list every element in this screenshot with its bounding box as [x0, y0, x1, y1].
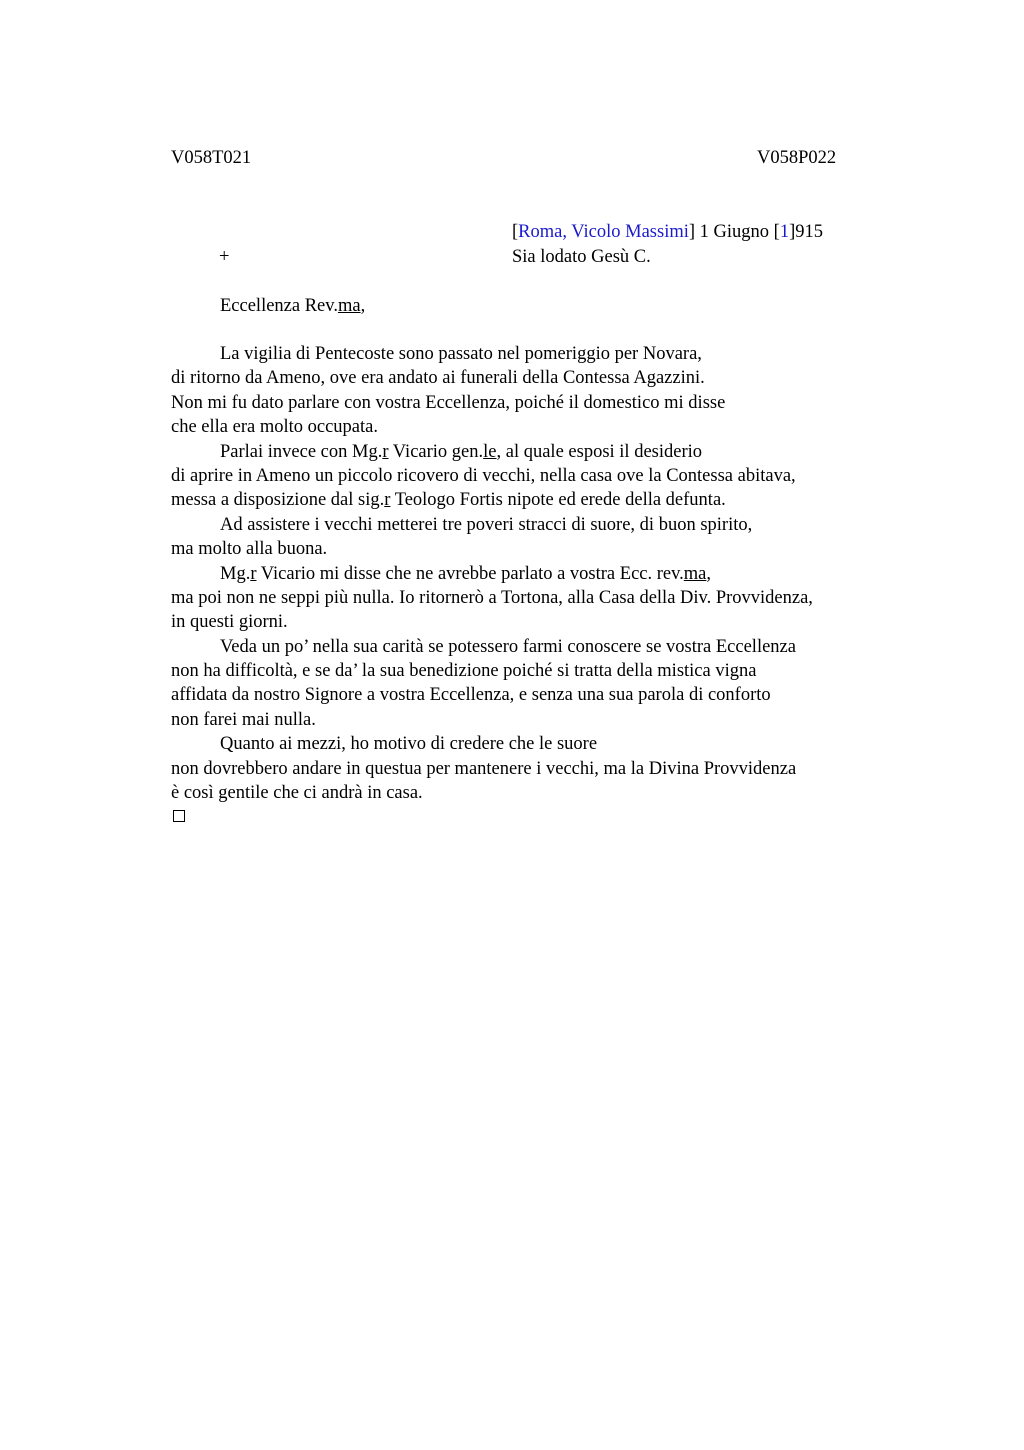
dateline-year-digit: 1: [779, 222, 790, 242]
dateline-bracket-open: [: [512, 222, 519, 242]
body-line: [171, 562, 931, 586]
body-fragment: , al quale esposi il desiderio: [496, 441, 703, 462]
body-line: non farei mai nulla.: [171, 709, 316, 730]
body-line: è così gentile che ci andrà in casa.: [171, 783, 423, 804]
dateline-year-rest: ]915: [789, 222, 824, 242]
body-line: [171, 488, 931, 512]
salutation-text: Eccellenza Rev.: [220, 296, 338, 316]
salutation-abbrev: ma: [337, 296, 361, 316]
body-fragment: Teologo Fortis nipote ed erede della defunta.: [390, 490, 726, 511]
body-line: [171, 440, 931, 464]
dateline-place: Roma, Vicolo Massimi: [518, 222, 689, 242]
body-abbrev: ma: [683, 563, 707, 584]
body-line: di ritorno da Ameno, ove era andato ai funerali della Contessa Agazzini.: [171, 368, 705, 389]
body-fragment: Vicario mi disse che ne avrebbe parlato a vostra Ecc. rev.: [256, 563, 684, 584]
body-line: Non mi fu dato parlare con vostra Eccellenza, poiché il domestico mi disse: [171, 392, 726, 413]
body-line: ma poi non ne seppi più nulla. Io ritornerò a Tortona, alla Casa della Div. Provvidenza,: [171, 587, 813, 608]
body-line: non ha difficoltà, e se da’ la sua benedizione poiché si tratta della mistica vigna: [171, 661, 757, 682]
dateline-bracket-close: ]: [688, 222, 696, 242]
body-line: in questi giorni.: [171, 612, 288, 633]
body-line: Veda un po’ nella sua carità se potessero farmi conoscere se vostra Eccellenza: [220, 636, 796, 657]
body-abbrev: r: [384, 490, 391, 511]
body-line: che ella era molto occupata.: [171, 417, 378, 438]
body-line: di aprire in Ameno un piccolo ricovero di vecchi, nella casa ove la Contessa abitava,: [171, 465, 796, 486]
body-fragment: Mg.: [220, 563, 251, 584]
body-abbrev: r: [250, 563, 257, 584]
dateline: [512, 220, 823, 244]
body-line: La vigilia di Pentecoste sono passato nel pomeriggio per Novara,: [220, 344, 702, 364]
header-right-code: V058P022: [757, 148, 837, 168]
body-fragment: Vicario gen.: [388, 441, 484, 462]
end-marker-box-icon: [173, 810, 185, 822]
body-line: affidata da nostro Signore a vostra Eccellenza, e senza una sua parola di conforto: [171, 685, 771, 706]
body-line: non dovrebbero andare in questua per mantenere i vecchi, ma la Divina Provvidenza: [171, 758, 797, 779]
dateline-date: 1 Giugno: [695, 222, 774, 242]
letter-body: [171, 342, 931, 805]
body-line: ma molto alla buona.: [171, 539, 328, 560]
salutation-tail: ,: [360, 296, 366, 316]
motto: Sia lodato Gesù C.: [512, 247, 651, 267]
cross-symbol: +: [219, 247, 230, 267]
body-fragment: Parlai invece con Mg.: [220, 441, 383, 462]
body-line: Quanto ai mezzi, ho motivo di credere che le suore: [220, 734, 598, 755]
header-left-code: V058T021: [171, 148, 252, 168]
body-abbrev: r: [382, 441, 389, 462]
salutation: [220, 294, 365, 318]
body-abbrev: le: [483, 441, 497, 462]
dateline-year-bracket-open: [: [773, 222, 780, 242]
body-line: Ad assistere i vecchi metterei tre poveri stracci di suore, di buon spirito,: [220, 514, 753, 535]
body-fragment: ,: [706, 563, 712, 584]
body-fragment: messa a disposizione dal sig.: [171, 490, 385, 511]
